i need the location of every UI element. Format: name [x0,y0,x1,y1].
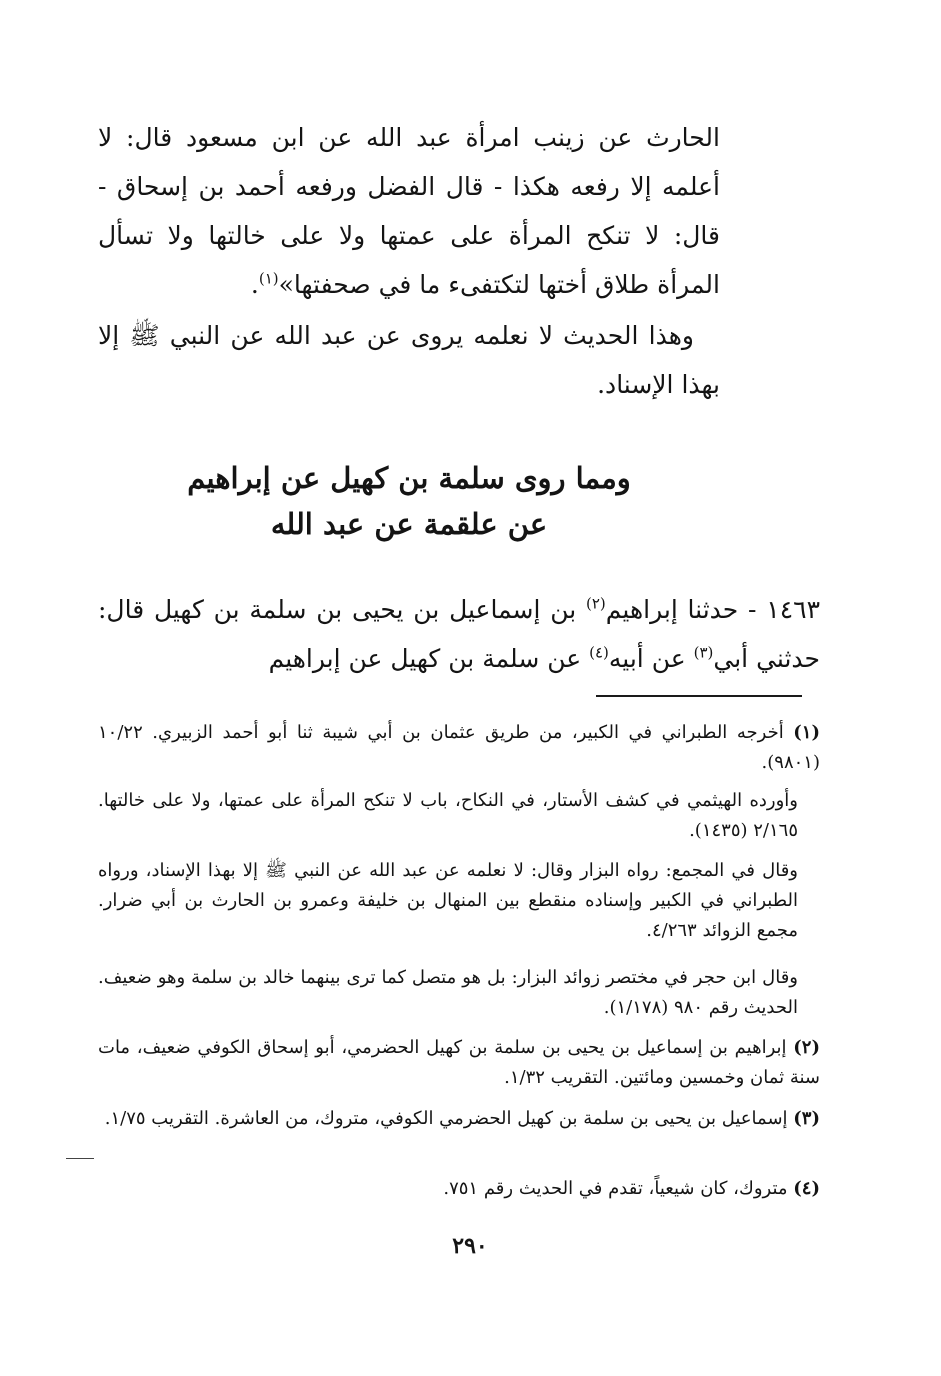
footnote-number: (٤) [793,1178,820,1199]
page-number: ٢٩٠ [452,1233,488,1259]
hadith-text-part-4: عن سلمة بن كهيل عن إبراهيم [268,644,590,673]
paragraph-text: الحارث عن زينب امرأة عبد الله عن ابن مسعود قال: لا أعلمه إلا رفعه هكذا - قال الفضل ورفعه أحمد بن إسحاق - قال: لا تنكح المرأة على عمتها ولا على خالتها ولا تسأل المرأة طلاق أختها لتكتفىء ما في صحفتها» [98,123,720,299]
footnote-text: إسماعيل بن يحيى بن سلمة بن كهيل الحضرمي الكوفي، متروك، من العاشرة. التقريب ١/٧٥. [104,1108,788,1129]
footnote-1-paragraph-2: وأورده الهيثمي في كشف الأستار، في النكاح، باب لا تنكح المرأة على عمتها، ولا على خالتها. ٢/١٦٥ (١٤٣٥). [98,790,798,841]
margin-mark [66,1158,94,1159]
footnote-ref-2[interactable]: (٢) [585,594,606,613]
hadith-1463 [98,585,820,683]
main-paragraph-1 [98,113,720,309]
footnote-number: (٢) [793,1037,820,1058]
paragraph-end: . [250,270,259,299]
footnote-text: متروك، كان شيعياً، تقدم في الحديث رقم ٧٥١. [443,1178,788,1199]
footnote-number: (٣) [793,1108,820,1129]
hadith-text-part-3: عن أبيه [608,644,694,673]
section-heading-line-2: عن علقمة عن عبد الله [270,507,548,541]
footnote-1-paragraph-3: وقال في المجمع: رواه البزار وقال: لا نعلمه عن عبد الله عن النبي ﷺ إلا بهذا الإسناد، ورواه الطبراني في الكبير وإسناده منقطع بين المنهال بن خليفة وعمرو بن الحارث بن أبي ضرار. مجمع الزوائد ٤/٢٦٣. [98,860,798,941]
footnote-text: إبراهيم بن إسماعيل بن يحيى بن سلمة بن كهيل الحضرمي، أبو إسحاق الكوفي ضعيف، مات سنة ثمان وخمسين ومائتين. التقريب ١/٣٢. [98,1037,820,1088]
footnote-ref-3[interactable]: (٣) [693,643,714,662]
footnote-separator [596,695,802,697]
main-paragraph-2 [98,311,720,409]
footnote-4 [98,1174,820,1204]
footnote-ref-4[interactable]: (٤) [589,643,609,662]
footnote-1-paragraph-4: وقال ابن حجر في مختصر زوائد البزار: بل هو متصل كما ترى بينهما خالد بن سلمة وهو ضعيف. الحديث رقم ٩٨٠ (١/١٧٨). [98,967,798,1018]
footnote-1 [98,718,820,778]
footnote-text: أخرجه الطبراني في الكبير، من طريق عثمان بن أبي شيبة ثنا أبو أحمد الزبيري. ١٠/٢٢ (٩٨٠١). [98,722,820,773]
footnote-ref-1[interactable]: (١) [258,269,279,288]
section-heading-line-1: ومما روى سلمة بن كهيل عن إبراهيم [187,461,631,495]
hadith-text-part-1: ١٤٦٣ - حدثنا إبراهيم [605,595,820,624]
paragraph-text: وهذا الحديث لا نعلمه يروى عن عبد الله عن النبي ﷺ إلا بهذا الإسناد. [98,321,720,399]
hadith-text-part-2: بن إسماعيل بن يحيى بن سلمة بن كهيل قال: حدثني أبي [98,595,820,673]
footnote-2 [98,1033,820,1093]
footnote-number: (١) [793,722,820,743]
footnote-3 [98,1104,820,1134]
